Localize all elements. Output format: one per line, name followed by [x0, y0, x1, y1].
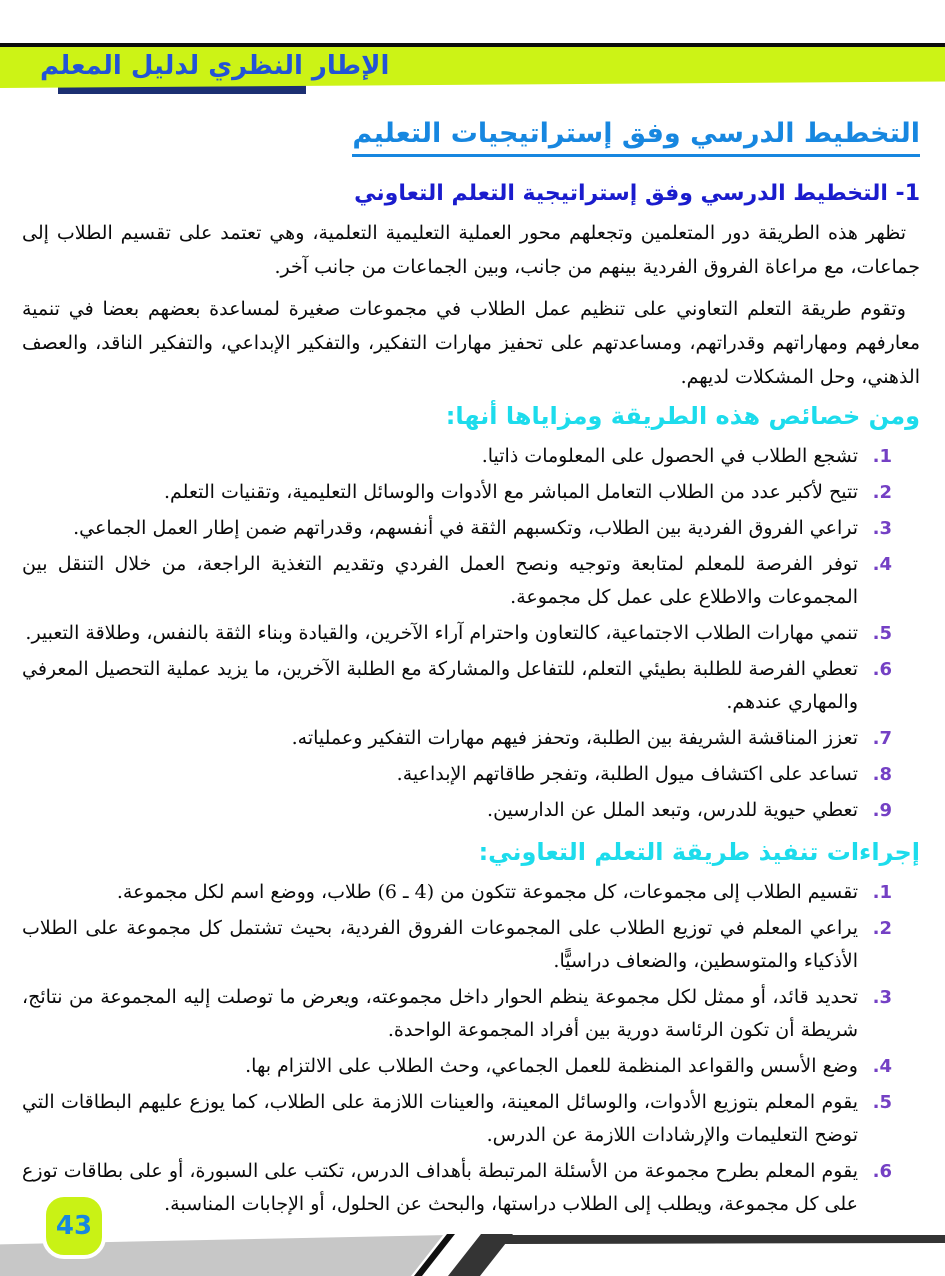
list-number: 1.: [872, 446, 892, 467]
list-item: [22, 794, 920, 827]
list-text: توفر الفرصة للمعلم لمتابعة وتوجيه ونصح العمل الفردي وتقديم التغذية الراجعة، من خلال التنقل بين المجموعات والاطلاع على عمل كل مجموعة.: [22, 553, 858, 608]
list-item: [22, 912, 920, 978]
list-item: [22, 617, 920, 650]
list-number: 3.: [872, 518, 892, 539]
list-item: [22, 1050, 920, 1083]
list-number: 9.: [872, 800, 892, 821]
list-item: [22, 722, 920, 755]
list-text: تعزز المناقشة الشريفة بين الطلبة، وتحفز فيهم مهارات التفكير وعملياته.: [291, 727, 858, 749]
list-text: تعطي حيوية للدرس، وتبعد الملل عن الدارسين.: [487, 799, 858, 821]
list-text: تساعد على اكتشاف ميول الطلبة، وتفجر طاقاتهم الإبداعية.: [396, 763, 858, 785]
list-item: [22, 981, 920, 1047]
header-top-rule: [0, 43, 945, 47]
page-title: التخطيط الدرسي وفق إستراتيجيات التعليم: [352, 118, 920, 157]
list-text: تعطي الفرصة للطلبة بطيئي التعلم، للتفاعل والمشاركة مع الطلبة الآخرين، ما يزيد عملية التحصيل المعرفي والمهاري عندهم.: [22, 658, 858, 713]
list-item: [22, 440, 920, 473]
page-title-row: [25, 118, 920, 157]
header-band-label: الإطار النظري لدليل المعلم: [40, 51, 390, 81]
list-text: وضع الأسس والقواعد المنظمة للعمل الجماعي، وحث الطلاب على الالتزام بها.: [245, 1055, 858, 1077]
list-item: [22, 1086, 920, 1152]
list-item: [22, 548, 920, 614]
list-number: 2.: [872, 482, 892, 503]
procedures-heading: إجراءات تنفيذ طريقة التعلم التعاوني:: [478, 838, 920, 866]
footer-stripe: [0, 1232, 945, 1276]
section-heading: 1- التخطيط الدرسي وفق إستراتيجية التعلم التعاوني: [354, 181, 920, 206]
paragraph: وتقوم طريقة التعلم التعاوني على تنظيم عمل الطلاب في مجموعات صغيرة لمساعدة بعضهم بعضا في تنمية معارفهم ومهاراتهم وقدراتهم، ومساعدتهم على تحفيز مهارات التفكير، والتفكير الإبداعي، والتفكير الناقد، والعصف الذهني، وحل المشكلات لديهم.: [22, 298, 920, 388]
list-number: 8.: [872, 764, 892, 785]
list-text: تشجع الطلاب في الحصول على المعلومات ذاتيا.: [481, 445, 858, 467]
list-item: [22, 876, 920, 909]
list-number: 6.: [872, 659, 892, 680]
list-number: 4.: [872, 1056, 892, 1077]
list-number: 6.: [872, 1161, 892, 1182]
list-item: [22, 758, 920, 791]
content-flow: [22, 216, 920, 1224]
page-number-badge: 43: [42, 1193, 106, 1259]
list-number: 5.: [872, 1092, 892, 1113]
list-text: تنمي مهارات الطلاب الاجتماعية، كالتعاون واحترام آراء الآخرين، والقيادة وبناء الثقة بالنفس، وطلاقة التعبير.: [25, 622, 858, 644]
list-item: [22, 1155, 920, 1221]
list-item: [22, 653, 920, 719]
list-text: تراعي الفروق الفردية بين الطلاب، وتكسبهم الثقة في أنفسهم، وقدراتهم ضمن إطار العمل الجماعي.: [73, 517, 858, 539]
list-number: 7.: [872, 728, 892, 749]
list-text: تقسيم الطلاب إلى مجموعات، كل مجموعة تتكون من (4 ـ 6) طلاب، ووضع اسم لكل مجموعة.: [116, 881, 858, 903]
list-text: تتيح لأكبر عدد من الطلاب التعامل المباشر مع الأدوات والوسائل التعليمية، وتقنيات التعلم.: [163, 481, 858, 503]
paragraph: تظهر هذه الطريقة دور المتعلمين وتجعلهم محور العملية التعليمية التعلمية، وهي تعتمد على تقسيم الطلاب إلى جماعات، مع مراعاة الفروق الفردية بينهم من جانب، وبين الجماعات من جانب آخر.: [22, 222, 920, 278]
list-item: [22, 476, 920, 509]
features-list: [22, 440, 920, 827]
features-heading: ومن خصائص هذه الطريقة ومزاياها أنها:: [445, 402, 920, 430]
list-text: يراعي المعلم في توزيع الطلاب على المجموعات الفروق الفردية، بحيث تشتمل كل مجموعة على الطلاب الأذكياء والمتوسطين، والضعاف دراسيًّا.: [22, 917, 858, 972]
list-number: 4.: [872, 554, 892, 575]
list-number: 1.: [872, 882, 892, 903]
list-text: يقوم المعلم بتوزيع الأدوات، والوسائل المعينة، والعينات اللازمة على الطلاب، كما يوزع عليهم البطاقات التي توضح التعليمات والإرشادات اللازمة عن الدرس.: [22, 1091, 858, 1146]
list-text: يقوم المعلم بطرح مجموعة من الأسئلة المرتبطة بأهداف الدرس، تكتب على السبورة، أو على بطاقات توزع على كل مجموعة، ويطلب إلى الطلاب دراستها، والبحث عن الحلول، أو الإجابات المناسبة.: [22, 1160, 858, 1215]
procedures-list: [22, 876, 920, 1221]
list-item: [22, 512, 920, 545]
list-number: 2.: [872, 918, 892, 939]
list-number: 3.: [872, 987, 892, 1008]
list-number: 5.: [872, 623, 892, 644]
list-text: تحديد قائد، أو ممثل لكل مجموعة ينظم الحوار داخل مجموعته، ويعرض ما توصلت إليه المجموعة من نتائج، شريطة أن تكون الرئاسة دورية بين أفراد المجموعة الواحدة.: [22, 986, 858, 1041]
